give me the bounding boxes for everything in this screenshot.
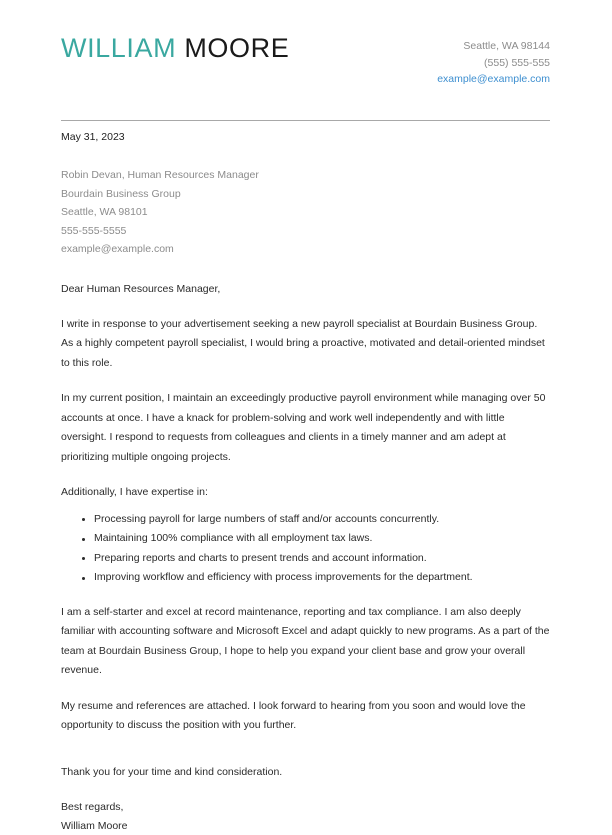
closing-line: Best regards, [61,798,550,817]
letterhead [61,0,550,78]
applicant-name [61,33,289,63]
expertise-list [61,510,550,588]
applicant-contact-block [437,38,550,88]
recipient-block [61,166,550,259]
applicant-first-name: WILLIAM [61,33,176,63]
body-paragraph-1: I write in response to your advertisement seeking a new payroll specialist at Bourdain Business Group. As a highly competent payroll specialist, I would bring a proactive, motivated and detail-oriented mindset to this role. [61,315,550,374]
recipient-name-title: Robin Devan, Human Resources Manager [61,166,550,185]
thank-you-line: Thank you for your time and kind consideration. [61,752,550,783]
header-divider [61,120,550,121]
salutation: Dear Human Resources Manager, [61,281,550,298]
letter-body [61,130,550,835]
recipient-phone: 555-555-5555 [61,222,550,241]
list-item: Preparing reports and charts to present trends and account information. [82,549,550,569]
list-item: Improving workflow and efficiency with process improvements for the department. [82,568,550,588]
applicant-phone: (555) 555-555 [437,55,550,72]
recipient-company: Bourdain Business Group [61,185,550,204]
applicant-email-link[interactable]: example@example.com [437,73,550,85]
recipient-email: example@example.com [61,240,550,259]
applicant-last-name: MOORE [176,33,289,63]
letter-date: May 31, 2023 [61,130,550,145]
body-paragraph-2: In my current position, I maintain an exceedingly productive payroll environment while managing over 50 accounts at once. I have a knack for problem-solving and work well independently and with little oversight. I respond to requests from colleagues and clients in a timely manner and am adept at prioritizing multiple ongoing projects. [61,389,550,467]
list-item: Processing payroll for large numbers of staff and/or accounts concurrently. [82,510,550,530]
bullets-lead-in: Additionally, I have expertise in: [61,483,550,503]
body-paragraph-4: My resume and references are attached. I look forward to hearing from you soon and would love the opportunity to discuss the position with you further. [61,697,550,736]
signature-name: William Moore [61,817,550,835]
applicant-location: Seattle, WA 98144 [437,38,550,55]
body-paragraph-3: I am a self-starter and excel at record maintenance, reporting and tax compliance. I am also deeply familiar with accounting software and Microsoft Excel and adapt quickly to new programs. As a part of the team at Bourdain Business Group, I hope to help you expand your client base and grow your overall revenue. [61,603,550,681]
list-item: Maintaining 100% compliance with all employment tax laws. [82,529,550,549]
recipient-location: Seattle, WA 98101 [61,203,550,222]
signoff-block [61,798,550,835]
